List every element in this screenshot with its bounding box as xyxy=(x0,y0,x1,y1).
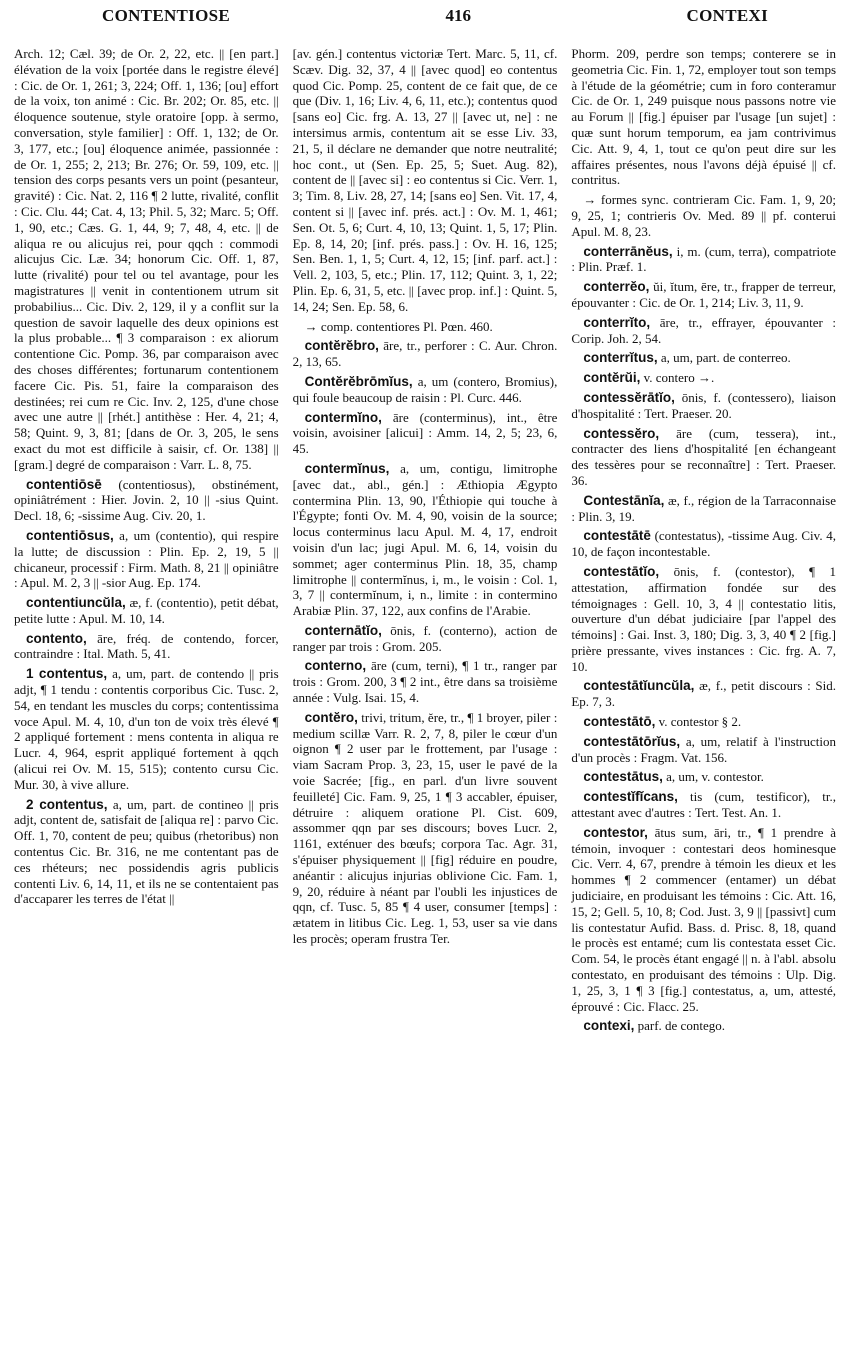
headword: contermĭno, xyxy=(304,409,382,425)
dictionary-entry xyxy=(293,374,558,406)
dictionary-entry xyxy=(571,279,836,311)
entry-text: parf. de contego. xyxy=(637,1018,725,1034)
entry-text: tis (cum, testificor), tr., attestant avec d'autres : Tert. Test. An. 1. xyxy=(571,789,837,821)
entry-text: [av. gén.] contentus victoriæ Tert. Marc. 5, 11, cf. Scæv. Dig. 32, 37, 4 || [avec quod] eo contentus quod Cic. Pomp. 25, content de ce fait que, de ce que (Div. 1, 16; Liv. 4, 6, 11, etc.); contentus quod [sans eo] Cic. frg. A. 13, 27 || [avec ut, ne] : ne intersimus armis, contentum ait se esse Liv. 33, 21, 5, il déclare ne demander que notre neutralité; hoc cont., ut (Sen. Ep. 25, 5; Suet. Aug. 82), content de || [avec si] : eo contentus si Cic. Verr. 1, 3; Tim. 8, Liv. 28, 27, 14; [sans eo] Sen. Vit. 17, 4, content si || [avec inf. prés. act.] : Ov. M. 1, 461; Sen. Ot. 5, 6; Curt. 4, 10, 13; Quint. 1, 5, 17; Plin. Ep. 8, 14, 20; [inf. prés. pass.] : Ov. H. 16, 125; Sen. Ben. 1, 1, 5; Curt. 4, 12, 15; [inf. parf. act.] : Vell. 2, 103, 5, etc.; Plin. 17, 112; Quint. 3, 1, 22; Plin. Ep. 6, 31, 5, etc. || [avec prop. inf.] : Quint. 5, 14, 24; Sen. Ep. 58, 6. xyxy=(292,46,558,314)
dictionary-entry xyxy=(14,477,279,524)
headword: contestātĭuncŭla, xyxy=(583,678,695,694)
entry-text: i, m. (cum, terra), compatriote : Plin. Præf. 1. xyxy=(571,243,837,275)
dictionary-entry xyxy=(571,493,836,525)
headword: contestātē xyxy=(583,528,651,544)
entry-continuation xyxy=(14,46,279,473)
entry-text: āre (cum, terni), ¶ 1 tr., ranger par trois : Grom. 200, 3 ¶ 2 int., être dans sa troisième année : Vulg. Isai. 15, 4. xyxy=(292,658,558,706)
dictionary-entry xyxy=(14,631,279,663)
headword: contestātōrĭus, xyxy=(583,733,681,749)
dictionary-entry xyxy=(571,714,836,730)
entry-text: āre, fréq. de contendo, forcer, contraindre : Ital. Math. 5, 41. xyxy=(14,630,279,662)
headword: Contestānĭa, xyxy=(583,492,665,508)
dictionary-entry xyxy=(571,426,836,489)
entry-text: trivi, tritum, ĕre, tr., ¶ 1 broyer, piler : medium scillæ Varr. R. 2, 7, 8, piler le cœur d'un oignon ¶ 2 user par le frottement, par l'usage : viam Sacram Prop. 3, 23, 15, user le pavé de la voie Sacrée; [fig., en parl. d'un livre souvent feuilleté] Cic. Fam. 9, 25, 1 ¶ 3 accabler, épuiser, détruire : aliquem oratione Pl. Cist. 609, assommer qqn par ses discours; boves Lucr. 2, 1161, exténuer des bœufs; corpora Tac. Agr. 31, s'épuiser physiquement || [fig] réduire en poudre, anéantir : alicujus injurias oblivione Cic. Fam. 1, 9, 20, réduire à néant par l'oubli les injustices de qqn, cf. Tusc. 5, 85 ¶ 4 user, consumer [temps] : ætatem in litibus Cic. Leg. 1, 53, user sa vie dans les procès; operam frustra Ter. xyxy=(292,709,558,947)
dictionary-entry xyxy=(571,825,836,1015)
dictionary-entry xyxy=(571,769,836,785)
entry-text: a, um (contentio), qui respire la lutte; de discussion : Plin. Ep. 2, 19, 5 || chicaneur, processif : Firm. Math. 8, 21 || opiniâtre : Apul. M. 2, 3 || -sior Aug. Ep. 174. xyxy=(14,527,279,591)
entry-text: āre, tr., perforer : C. Aur. Chron. 2, 13, 65. xyxy=(292,338,558,370)
headword: contestātus, xyxy=(583,769,663,785)
headword: contestātĭo, xyxy=(583,563,660,579)
dictionary-entry xyxy=(293,319,558,335)
entry-text: v. contero →. xyxy=(643,370,715,386)
headword: contentiōsus, xyxy=(26,527,114,543)
headword: 2 contentus, xyxy=(26,796,108,812)
dictionary-entry xyxy=(571,315,836,347)
headword: 1 contentus, xyxy=(26,666,108,682)
entry-text: æ, f., région de la Tarraconnaise : Plin. 3, 19. xyxy=(571,492,837,524)
dictionary-entry xyxy=(571,350,836,366)
entry-text: a, um, part. de conterreo. xyxy=(660,350,791,366)
entry-text: a, um, part. de contendo || pris adjt, ¶ 1 tendu : contentis corporibus Cic. Tusc. 2, 54, en tendant les muscles du corps; contentissima voce Apul. M. 4, 10, d'un ton de voix très élevé ¶ 2 appliqué fortement : mens contenta in aliqua re Lucr. 4, 964, esprit appliqué fortement à qqch (alicui rei Ov. M. 15, 515); contento cursu Cic. Mur. 30, à vive allure. xyxy=(14,666,279,792)
entry-text: a, um, contigu, limitrophe [avec dat., abl., gén.] : Æthiopia Ægypto contermina Plin. 13, 90, l'Éthiopie qui touche à l'Égypte; fonti Ov. M. 4, 90, voisin de la source; locus conterminus lacu Apul. M. 4, 17, endroit voisin d'un lac; jugi Apul. M. 6, 14, voisin du sommet; ager conterminus Plin. 18, 35, champ limitrophe || contermĭnus, i, m., le voisin : Col. 1, 3, 7 || contermĭnum, i, n., limite : in contermino Arabiæ Plin. 37, 122, aux confins de l'Arabie. xyxy=(292,460,558,619)
text-columns xyxy=(14,46,836,1346)
entry-text: → formes sync. contrieram Cic. Fam. 1, 9, 20; 9, 25, 1; contrieris Ov. Med. 89 || pf. conterui Apul. M. 8, 23. xyxy=(571,192,837,239)
dictionary-entry xyxy=(293,461,558,619)
entry-text: a, um, part. de contineo || pris adjt, content de, satisfait de [aliqua re] : parvo Cic. Off. 1, 70, content de peu; quibus (rhetoribus) non contentus Cic. Br. 316, ne me contentant pas de ces rhéteurs; nec possidendis agris publicis contenti Liv. 6, 14, 11, et ils ne se contentaient pas d'accaparer les terres de l'état || xyxy=(14,796,279,907)
dictionary-entry xyxy=(571,528,836,560)
dictionary-entry xyxy=(571,564,836,675)
entry-text: Phorm. 209, perdre son temps; conterere se in geometria Cic. Fin. 1, 72, employer tout son temps à l'étude de la géométrie; cum in foro conteramur Cic. de Or. 1, 249 puisque nous passons notre vie au Forum || [fig.] épuiser par l'usage [un sujet] : quæ sunt horum temporum, ea jam contrivimus Cic. Att. 9, 4, 1, tout ce qu'on peut dire sur les affaires présentes, nous l'avons déjà épuisé || cf. contritus. xyxy=(571,46,837,188)
entry-text: Arch. 12; Cæl. 39; de Or. 2, 22, etc. || [en part.] élévation de la voix [portée dans le registre élevé] : Cic. de Or. 1, 261; 3, 224; Off. 1, 136; [ou] effort de la voix, ton animé : Cic. Br. 202; Or. 85, etc. || éloquence soutenue, style oratoire [opp. à sermo, conversation, style familier] : Off. 1, 132; de Or. 3, 177, etc.; [ou] éloquence animée, passionnée : de Or. 1, 255; 2, 213; Br. 276; Or. 59, 109, etc. || tension des corps pesants vers un point (pesanteur, gravité) : Cic. Nat. 2, 116 ¶ 2 lutte, rivalité, conflit : Cic. Clu. 44; Cat. 4, 13; Phil. 5, 32; Marc. 5; Off. 1, 90, etc.; Cæs. G. 1, 44, 9; 7, 48, 4, etc. || de aliqua re ou alicujus rei, pour qqch : commodi alicujus Cic. Læ. 34; honorum Cic. Off. 1, 87, lutte (rivalité) pour tel ou tel avantage, pour les magistratures || venit in contentionem utrum sit probabilius... Cic. Div. 2, 129, il y a conflit sur la question de savoir laquelle des deux opinions est la plus probable... ¶ 3 comparaison : ex aliorum contentione Cic. Pomp. 36, par comparaison avec des choses différentes; fortunarum contentionem facere Cic. Pis. 51, faire la comparaison des destinées; rei cum re Cic. Inv. 2, 125, d'une chose avec une autre || [rhét.] antithèse : Her. 4, 21; 4, 58; Quint. 9, 3, 81; [dans de Or. 3, 205, le sens exact du mot est difficile à saisir, cf. Or. 138] || [gram.] degré de comparaison : Varr. L. 8, 75. xyxy=(14,46,279,472)
dictionary-entry xyxy=(571,734,836,766)
entry-text: (contestatus), -tissime Aug. Civ. 4, 10, de façon incontestable. xyxy=(571,528,837,560)
entry-text: v. contestor § 2. xyxy=(658,714,742,730)
headword: contĕrĕbro, xyxy=(304,338,379,354)
headword: conternātĭo, xyxy=(304,622,382,638)
entry-text: a, um (contero, Bromius), qui foule beaucoup de raisin : Pl. Curc. 446. xyxy=(292,373,558,405)
dictionary-entry xyxy=(571,1018,836,1034)
headword: contentiuncŭla, xyxy=(26,595,126,611)
dictionary-entry xyxy=(14,528,279,591)
headword: contestātō, xyxy=(583,714,656,730)
headword: conterrĭto, xyxy=(583,314,651,330)
dictionary-entry xyxy=(14,595,279,627)
entry-text: ōnis, f. (contestor), ¶ 1 attestation, affirmation fondée sur des témoignages : Gell. 10, 3, 4 || contestatio litis, ouverture d'un débat judiciaire [par l'appel des témoins] : Gai. Inst. 3, 180; Dig. 3, 3, 40 ¶ 2 [fig.] prière pressante, vives instances : Cic. frg. A. 7, 10. xyxy=(571,563,837,674)
page-header xyxy=(14,6,836,46)
entry-text: a, um, v. contestor. xyxy=(666,769,764,785)
headword: contento, xyxy=(26,630,87,646)
dictionary-entry xyxy=(571,192,836,239)
headword: contĕrŭi, xyxy=(583,370,641,386)
headword: contexi, xyxy=(583,1018,635,1034)
dictionary-entry xyxy=(571,370,836,386)
left-running-head: CONTENTIOSE xyxy=(102,6,231,25)
right-running-head: CONTEXI xyxy=(686,6,768,25)
headword: conterrĕo, xyxy=(583,279,650,295)
entry-text: āre, tr., effrayer, épouvanter : Corip. Joh. 2, 54. xyxy=(571,314,837,346)
headword: contermĭnus, xyxy=(304,460,390,476)
headword: conterno, xyxy=(304,658,367,674)
entry-text: āre (conterminus), int., être voisin, avoisiner [alicui] : Amm. 14, 2, 5; 23, 6, 45. xyxy=(292,409,558,457)
entry-text: æ, f. (contentio), petit débat, petite lutte : Apul. M. 10, 14. xyxy=(14,595,279,626)
entry-continuation xyxy=(293,46,558,315)
dictionary-entry xyxy=(293,623,558,655)
entry-text: ōnis, f. (contessero), liaison d'hospitalité : Tert. Praeser. 20. xyxy=(571,389,837,421)
headword: contessĕrātĭo, xyxy=(583,389,675,405)
dictionary-entry xyxy=(14,666,279,792)
entry-text: ŭi, ĭtum, ēre, tr., frapper de terreur, épouvanter : Cic. de Or. 1, 214; Liv. 3, 11, 9. xyxy=(571,279,837,310)
dictionary-entry xyxy=(293,710,558,947)
dictionary-entry xyxy=(14,797,279,908)
headword: contentiōsē xyxy=(26,476,102,492)
page-number: 416 xyxy=(445,6,472,25)
dictionary-entry xyxy=(293,338,558,370)
dictionary-entry xyxy=(293,658,558,705)
entry-text: (contentiosus), obstinément, opiniâtrément : Hier. Jovin. 2, 10 || -sius Quint. Decl. 18, 6; -sissime Aug. Civ. 20, 1. xyxy=(14,476,279,524)
entry-text: ātus sum, āri, tr., ¶ 1 prendre à témoin, invoquer : contestari deos hominesque Cic. Verr. 4, 67, prendre à témoin les dieux et les hommes ¶ 2 commencer (entamer) un débat judiciaire, en produisant les témoins : Cic. Att. 16, 15, 2; Gell. 5, 10, 8; Cod. Just. 3, 9 || [passivt] cum lis contestatur Aufid. Bass. d. Prisc. 8, 18, quand le procès est entamé; cum lis contestata esset Cic. Com. 54, le procès étant engagé || n. à l'abl. absolu contestato, en produisant des témoins : Ulp. Dig. 1, 25, 3, 1 ¶ 3 [fig.] contestatus, a, um, attesté, éprouvé : Cic. Flacc. 25. xyxy=(571,824,837,1014)
column-1 xyxy=(14,46,279,1346)
entry-text: ōnis, f. (conterno), action de ranger par trois : Grom. 205. xyxy=(292,622,558,654)
dictionary-entry xyxy=(571,678,836,710)
headword: Contĕrĕbrōmĭus, xyxy=(304,373,413,389)
entry-text: a, um, relatif à l'instruction d'un procès : Fragm. Vat. 156. xyxy=(571,733,837,765)
column-3 xyxy=(571,46,836,1346)
dictionary-entry xyxy=(571,244,836,276)
entry-text: → comp. contentiores Pl. Pœn. 460. xyxy=(304,318,493,334)
entry-text: æ, f., petit discours : Sid. Ep. 7, 3. xyxy=(571,678,837,710)
headword: conterrānĕus, xyxy=(583,243,673,259)
dictionary-entry xyxy=(571,789,836,821)
entry-text: āre (cum, tessera), int., contracter des liens d'hospitalité [en échangeant des tessères pour se reconnaître] : Tert. Praeser. 36. xyxy=(571,425,837,488)
headword: contĕro, xyxy=(304,709,358,725)
headword: contestĭfĭcans, xyxy=(583,789,678,805)
entry-continuation xyxy=(571,46,836,188)
column-2 xyxy=(293,46,558,1346)
dictionary-entry xyxy=(571,390,836,422)
headword: contessĕro, xyxy=(583,425,660,441)
headword: contestor, xyxy=(583,824,648,840)
headword: conterrĭtus, xyxy=(583,350,658,366)
dictionary-entry xyxy=(293,410,558,457)
